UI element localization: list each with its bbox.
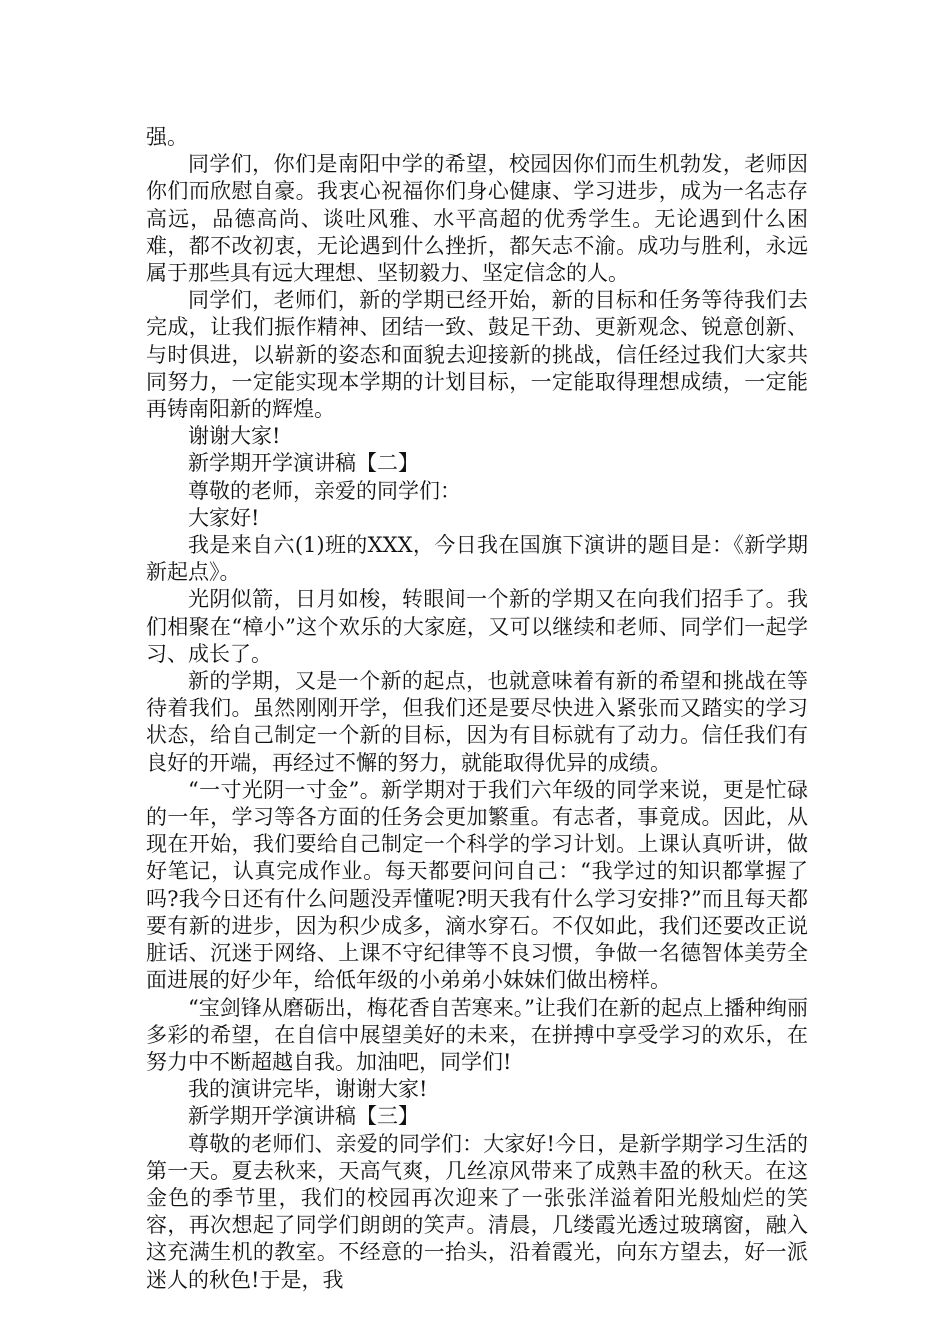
paragraph-intro: 我是来自六(1)班的XXX，今日我在国旗下演讲的题目是：《新学期新起点》。 bbox=[146, 533, 808, 585]
paragraph-hope: “宝剑锋从磨砺出，梅花香自苦寒来。”让我们在新的起点上播种绚丽多彩的希望，在自信中展望美好的未来，在拼搏中享受学习的欢乐，在努力中不断超越自我。加油吧，同学们! bbox=[146, 995, 808, 1074]
paragraph-2: 同学们，你们是南阳中学的希望，校园因你们而生机勃发，老师因你们而欣慰自豪。我衷心祝福你们身心健康、学习进步，成为一名志存高远，品德高尚、谈吐风雅、水平高超的优秀学生。无论遇到什么困难，都不改初衷，无论遇到什么挫折，都矢志不渝。成功与胜利，永远属于那些具有远大理想、坚韧毅力、坚定信念的人。 bbox=[146, 152, 808, 286]
paragraph-new-start: 新的学期，又是一个新的起点，也就意味着有新的希望和挑战在等待着我们。虽然刚刚开学，但我们还是要尽快进入紧张而又踏实的学习状态，给自己制定一个新的目标，因为有目标就有了动力。信任我们有良好的开端，再经过不懈的努力，就能取得优异的成绩。 bbox=[146, 669, 808, 775]
paragraph-3: 同学们，老师们，新的学期已经开始，新的目标和任务等待我们去完成，让我们振作精神、团结一致、鼓足干劲、更新观念、锐意创新、与时俱进，以崭新的姿态和面貌去迎接新的挑战，信任经过我们大家共同努力，一定能实现本学期的计划目标，一定能取得理想成绩，一定能再铸南阳新的辉煌。 bbox=[146, 288, 808, 422]
salutation: 尊敬的老师，亲爱的同学们： bbox=[188, 478, 461, 503]
paragraph-autumn: 尊敬的老师们、亲爱的同学们：大家好!今日，是新学期学习生活的第一天。夏去秋来，天高气爽，几丝凉风带来了成熟丰盈的秋天。在这金色的季节里，我们的校园再次迎来了一张张洋溢着阳光般灿烂的笑容，再次想起了同学们朗朗的笑声。清晨，几缕霞光透过玻璃窗，融入这充满生机的教室。不经意的一抬头，沿着霞光，向东方望去，好一派迷人的秋色!于是，我 bbox=[146, 1131, 808, 1292]
paragraph-1: 强。 bbox=[146, 125, 188, 149]
section-heading-2: 新学期开学演讲稿【二】 bbox=[188, 451, 419, 476]
greeting: 大家好! bbox=[188, 505, 260, 530]
document-page bbox=[146, 124, 808, 1294]
speech-end: 我的演讲完毕，谢谢大家! bbox=[188, 1077, 428, 1102]
closing-thanks: 谢谢大家! bbox=[188, 424, 281, 449]
section-heading-3: 新学期开学演讲稿【三】 bbox=[188, 1104, 419, 1129]
paragraph-time: 光阴似箭，日月如梭，转眼间一个新的学期又在向我们招手了。我们相聚在“樟小”这个欢乐的大家庭，又可以继续和老师、同学们一起学习、成长了。 bbox=[146, 587, 808, 666]
paragraph-plan: “一寸光阴一寸金”。新学期对于我们六年级的同学来说，更是忙碌的一年，学习等各方面的任务会更加繁重。有志者，事竟成。因此，从现在开始，我们要给自己制定一个科学的学习计划。上课认真听讲，做好笔记，认真完成作业。每天都要问问自己：“我学过的知识都掌握了吗?我今日还有什么问题没弄懂呢?明天我有什么学习安排?”而且每天都要有新的进步，因为积少成多，滴水穿石。不仅如此，我们还要改正说脏话、沉迷于网络、上课不守纪律等不良习惯，争做一名德智体美劳全面进展的好少年，给低年级的小弟弟小妹妹们做出榜样。 bbox=[146, 777, 808, 993]
